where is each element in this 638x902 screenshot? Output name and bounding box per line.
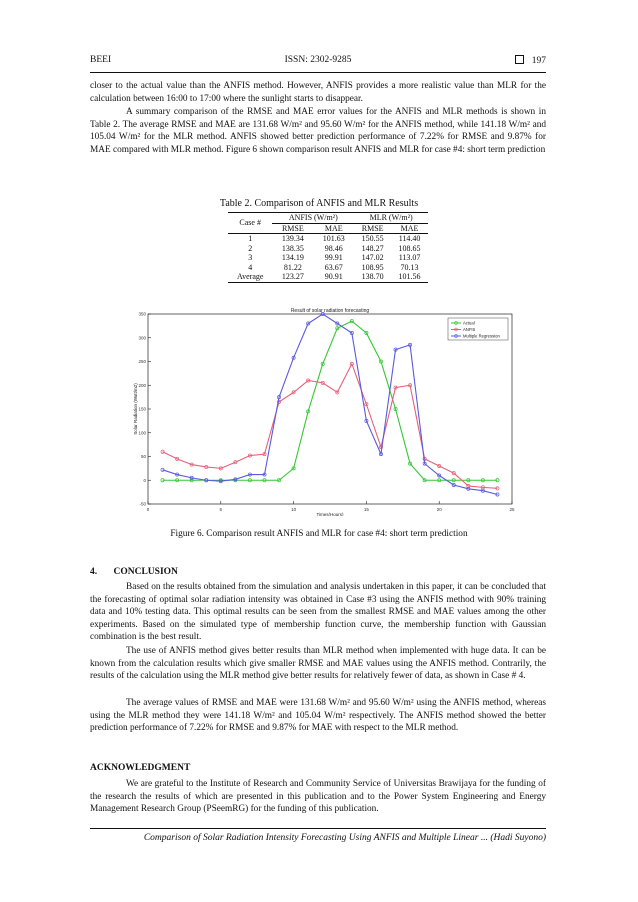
y-tick-label: 0: [143, 477, 146, 483]
x-tick-label: 15: [363, 507, 369, 512]
y-tick-label: 250: [138, 359, 146, 364]
cell-a-rmse: 139.34: [281, 234, 304, 243]
conclusion-paragraph-2: The use of ANFIS method gives better results than MLR method when implemented with huge data. It can be known from the calculation results which give smaller RMSE and MAE values using the ANFIS method. Contrarily, the results of the calculation using the MLR method give better results for relatively fewer of data, as shown in Case # 4.: [90, 646, 546, 682]
conclusion-paragraph-1: Based on the results obtained from the simulation and analysis undertaken in this paper, it can be concluded that the forecasting of optimal solar radiation intensity was obtained in Case #3 using the ANFIS method with 90% training data and 10% testing data. This optimal results can be seen from the smallest RMSE and MAE values among the other experiments. Based on the simulated type of membership function curve, the membership function with Gaussian combination is the best result.: [90, 582, 546, 643]
y-tick-label: -50: [139, 501, 146, 507]
cell-m-mae: 108.65: [398, 243, 421, 253]
cell-m-rmse: 138.70: [361, 272, 384, 281]
checkbox-icon: [515, 55, 524, 64]
cell-m-mae: 70.13: [400, 262, 419, 272]
section-heading-ack: ACKNOWLEDGMENT: [90, 763, 191, 773]
journal-name: BEEI: [90, 55, 112, 65]
forecast-line-chart: [130, 304, 522, 516]
table-caption: Table 2. Comparison of ANFIS and MLR Results: [219, 198, 419, 209]
th-mlr-mae: MAE: [400, 223, 419, 233]
th-anfis: ANFIS (W/m²): [272, 213, 354, 224]
issn: ISSN: 2302-9285: [284, 55, 352, 65]
body-paragraph-1: closer to the actual value than the ANFIS method. However, ANFIS provides a more realistic value than MLR for the calculation between 16:00 to 17:00 where the sunlight starts to disappear.: [90, 81, 546, 104]
y-tick-label: 100: [138, 430, 146, 436]
table-row-average: [228, 272, 428, 282]
cell-m-rmse: 148.27: [361, 243, 384, 253]
cell-case: 1: [248, 234, 253, 243]
section-heading-conclusion: [90, 567, 178, 577]
table-row: [228, 244, 428, 254]
table-row: [228, 263, 428, 273]
section-number: 4.: [90, 567, 98, 577]
y-tick-label: 50: [140, 454, 146, 459]
page-number: 197: [531, 56, 546, 66]
y-axis-label: Solar Radiation (Watt/m2): [133, 383, 138, 435]
cell-a-mae: 98.46: [324, 243, 343, 253]
x-axis-label: Times(Hours): [316, 512, 344, 516]
table-row: [228, 234, 428, 244]
cell-a-rmse: 123.27: [281, 272, 304, 281]
header-rule: [90, 72, 546, 73]
cell-a-mae: 101.63: [322, 234, 345, 243]
table-row: [228, 253, 428, 263]
th-anfis-rmse: RMSE: [281, 223, 304, 233]
cell-a-mae: 99.91: [324, 253, 343, 262]
cell-a-rmse: 81.22: [283, 262, 302, 272]
x-tick-label: 5: [219, 507, 223, 512]
section-title: CONCLUSION: [113, 567, 178, 577]
footer-rule: [90, 828, 546, 829]
y-tick-label: 300: [138, 335, 146, 341]
y-tick-label: 150: [138, 406, 146, 412]
cell-m-rmse: 147.02: [361, 253, 384, 262]
cell-case: 4: [248, 262, 253, 272]
conclusion-paragraph-3: The average values of RMSE and MAE were 131.68 W/m² and 95.60 W/m² using the ANFIS method, whereas using the MLR method they were 141.18 W/m² and 105.04 W/m² respectively. The ANFIS method showed the better prediction performance of 7.22% for RMSE and 9.87% for MAE with respect to the MLR method.: [90, 698, 546, 734]
cell-m-rmse: 150.55: [361, 234, 384, 243]
th-mlr-rmse: RMSE: [361, 223, 384, 233]
th-anfis-mae: MAE: [324, 223, 343, 233]
running-header: [90, 55, 546, 73]
cell-a-rmse: 134.19: [281, 253, 304, 262]
legend-label: Multiple Regression: [463, 333, 500, 339]
x-tick-label: 25: [509, 507, 515, 512]
cell-m-mae: 114.40: [398, 234, 421, 243]
cell-m-mae: 113.07: [398, 253, 421, 262]
cell-m-rmse: 108.95: [361, 262, 384, 272]
cell-a-rmse: 138.35: [281, 243, 304, 253]
cell-a-mae: 63.67: [324, 262, 343, 272]
legend-label: Actual: [463, 320, 475, 326]
ack-paragraph: We are grateful to the Institute of Research and Community Service of Universitas Brawijaya for the funding of the research the results of which are presented in this publication and to the Power System Engineering and Energy Management Research Group (PSeemRG) for the funding of this publication.: [90, 779, 546, 815]
cell-case: 2: [248, 243, 253, 253]
results-table: [228, 212, 428, 283]
cell-case: Average: [236, 272, 264, 281]
page-number-wrap: [515, 55, 546, 66]
x-tick-label: 10: [291, 507, 297, 512]
x-tick-label: 20: [436, 507, 442, 512]
body-paragraph-2: A summary comparison of the RMSE and MAE error values for the ANFIS and MLR methods is shown in Table 2. The average RMSE and MAE are 131.68 W/m² and 95.60 W/m² for the ANFIS method, while 141.18 W/m² and 105.04 W/m² for the MLR method. ANFIS showed better prediction performance of 7.22% for RMSE and 9.87% for MAE compared with MLR method. Figure 6 shown comparison result ANFIS and MLR for case #4: short term prediction: [90, 107, 546, 155]
cell-m-mae: 101.56: [398, 272, 421, 281]
x-tick-label: 0: [146, 507, 150, 512]
plot-area: [148, 314, 512, 504]
th-case: Case #: [228, 213, 272, 234]
y-tick-label: 350: [138, 311, 146, 317]
figure-caption: Figure 6. Comparison result ANFIS and MLR for case #4: short term prediction: [170, 529, 468, 539]
cell-case: 3: [248, 253, 253, 262]
chart-title: Result of solar radiation forecasting: [290, 308, 370, 314]
cell-a-mae: 90.91: [324, 272, 343, 281]
running-footer: Comparison of Solar Radiation Intensity Forecasting Using ANFIS and Multiple Linear ... (Hadi Suyono): [143, 833, 546, 843]
legend-label: ANFIS: [463, 327, 476, 332]
y-tick-label: 200: [138, 382, 146, 388]
th-mlr: MLR (W/m²): [354, 213, 428, 224]
